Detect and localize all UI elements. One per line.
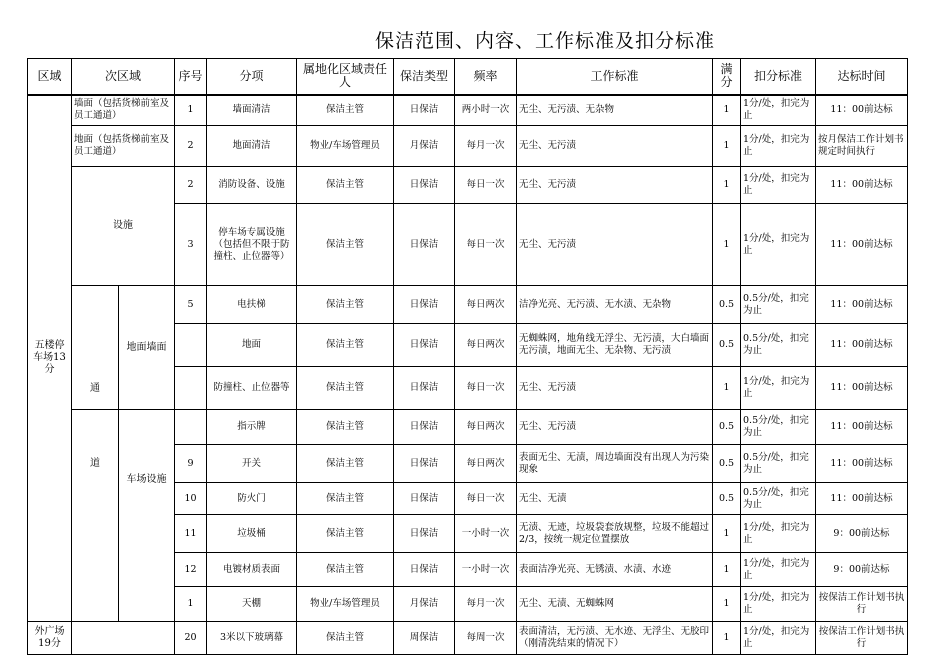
standard-cell: 表面清洁，无污渍、无水迹、无浮尘、无胶印（刚清洗结束的情况下）	[517, 622, 713, 655]
owner-cell: 保洁主管	[297, 410, 394, 445]
score-cell: 1	[713, 553, 741, 587]
seq-cell	[175, 324, 207, 367]
table-row	[28, 622, 908, 655]
deadline-cell: 11：00前达标	[816, 367, 908, 410]
frequency-cell: 每月一次	[455, 126, 517, 167]
deadline-cell: 11：00前达标	[816, 324, 908, 367]
item-cell: 电镀材质表面	[207, 553, 297, 587]
owner-cell: 保洁主管	[297, 204, 394, 286]
deduction-cell: 1分/处，扣完为止	[741, 204, 816, 286]
deduction-cell: 1分/处，扣完为止	[741, 367, 816, 410]
score-cell: 0.5	[713, 286, 741, 324]
deduction-cell: 0.5分/处，扣完为止	[741, 445, 816, 483]
standard-cell: 无尘、无污渍	[517, 367, 713, 410]
deduction-cell: 0.5分/处，扣完为止	[741, 483, 816, 515]
frequency-cell: 每月一次	[455, 587, 517, 622]
seq-cell: 3	[175, 204, 207, 286]
type-cell: 日保洁	[394, 515, 455, 553]
header-sub-region: 次区域	[72, 59, 175, 95]
seq-cell: 5	[175, 286, 207, 324]
item-cell: 电扶梯	[207, 286, 297, 324]
deduction-cell: 0.5分/处，扣完为止	[741, 410, 816, 445]
page-title-text: 保洁范围、内容、工作标准及扣分标准	[375, 30, 716, 52]
standard-cell: 无尘、无污渍	[517, 204, 713, 286]
deadline-cell: 11：00前达标	[816, 286, 908, 324]
standard-cell: 无蜘蛛网，地角线无浮尘、无污渍，大白墙面无污渍，地面无尘、无杂物、无污渍	[517, 324, 713, 367]
ground-wall-group-cell: 地面墙面	[119, 286, 175, 410]
deduction-cell: 1分/处，扣完为止	[741, 587, 816, 622]
type-cell: 周保洁	[394, 622, 455, 655]
seq-cell: 10	[175, 483, 207, 515]
header-item: 分项	[207, 59, 297, 95]
item-cell: 停车场专属设施（包括但不限于防撞柱、止位器等）	[207, 204, 297, 286]
standard-cell: 表面无尘、无渍，周边墙面没有出现人为污染现象	[517, 445, 713, 483]
type-cell: 月保洁	[394, 126, 455, 167]
header-region: 区域	[28, 59, 72, 95]
seq-cell: 20	[175, 622, 207, 655]
seq-cell: 1	[175, 587, 207, 622]
header-frequency: 频率	[455, 59, 517, 95]
owner-cell: 保洁主管	[297, 445, 394, 483]
item-cell: 垃圾桶	[207, 515, 297, 553]
deduction-cell: 1分/处，扣完为止	[741, 95, 816, 126]
frequency-cell: 一小时一次	[455, 553, 517, 587]
item-cell: 墙面清洁	[207, 95, 297, 126]
standard-cell: 无尘、无渍	[517, 483, 713, 515]
table-row	[28, 95, 908, 126]
deduction-cell: 0.5分/处，扣完为止	[741, 286, 816, 324]
type-cell: 日保洁	[394, 204, 455, 286]
standard-cell: 无尘、无渍、无蜘蛛网	[517, 587, 713, 622]
score-cell: 1	[713, 204, 741, 286]
frequency-cell: 每日一次	[455, 483, 517, 515]
seq-cell	[175, 410, 207, 445]
owner-cell: 保洁主管	[297, 324, 394, 367]
standard-cell: 表面洁净光亮、无锈渍、水渍、水迹	[517, 553, 713, 587]
type-cell: 日保洁	[394, 553, 455, 587]
type-cell: 日保洁	[394, 167, 455, 204]
frequency-cell: 每日两次	[455, 324, 517, 367]
table-row	[28, 410, 908, 445]
lot-facility-group-cell: 车场设施	[119, 410, 175, 622]
owner-cell: 保洁主管	[297, 483, 394, 515]
deadline-cell: 11：00前达标	[816, 445, 908, 483]
sub-region-cell: 墙面（包括货梯前室及员工通道）	[72, 95, 175, 126]
deadline-cell: 9：00前达标	[816, 515, 908, 553]
type-cell: 日保洁	[394, 483, 455, 515]
deduction-cell: 1分/处，扣完为止	[741, 553, 816, 587]
deadline-cell: 按保洁工作计划书执行	[816, 587, 908, 622]
type-cell: 日保洁	[394, 410, 455, 445]
header-seq: 序号	[175, 59, 207, 95]
owner-cell: 保洁主管	[297, 167, 394, 204]
deduction-cell: 1分/处，扣完为止	[741, 622, 816, 655]
region-cell: 五楼停车场13分	[28, 95, 72, 622]
score-cell: 1	[713, 367, 741, 410]
header-row	[28, 59, 908, 95]
standard-cell: 无尘、无污渍	[517, 167, 713, 204]
deadline-cell: 11：00前达标	[816, 167, 908, 204]
page-title	[0, 18, 950, 58]
type-cell: 月保洁	[394, 587, 455, 622]
item-cell: 天棚	[207, 587, 297, 622]
item-cell: 防火门	[207, 483, 297, 515]
seq-cell: 9	[175, 445, 207, 483]
owner-cell: 保洁主管	[297, 515, 394, 553]
header-standard: 工作标准	[517, 59, 713, 95]
score-cell: 1	[713, 515, 741, 553]
header-owner: 属地化区域责任人	[297, 59, 394, 95]
table-row	[28, 126, 908, 167]
standard-cell: 无尘、无污渍	[517, 126, 713, 167]
seq-cell: 12	[175, 553, 207, 587]
deadline-cell: 11：00前达标	[816, 95, 908, 126]
type-cell: 日保洁	[394, 95, 455, 126]
score-cell: 0.5	[713, 410, 741, 445]
owner-cell: 物业/车场管理员	[297, 126, 394, 167]
deadline-cell: 11：00前达标	[816, 410, 908, 445]
owner-cell: 保洁主管	[297, 367, 394, 410]
score-cell: 1	[713, 126, 741, 167]
item-cell: 防撞柱、止位器等	[207, 367, 297, 410]
standard-cell: 无渍、无迹，垃圾袋套放规整，垃圾不能超过2/3，按统一规定位置摆放	[517, 515, 713, 553]
deduction-cell: 1分/处，扣完为止	[741, 515, 816, 553]
score-cell: 1	[713, 622, 741, 655]
owner-cell: 物业/车场管理员	[297, 587, 394, 622]
standard-cell: 无尘、无污渍	[517, 410, 713, 445]
frequency-cell: 每周一次	[455, 622, 517, 655]
deduction-cell: 1分/处，扣完为止	[741, 167, 816, 204]
item-cell: 地面	[207, 324, 297, 367]
seq-cell: 11	[175, 515, 207, 553]
frequency-cell: 每日两次	[455, 410, 517, 445]
item-cell: 指示牌	[207, 410, 297, 445]
item-cell: 开关	[207, 445, 297, 483]
header-deduction: 扣分标准	[741, 59, 816, 95]
frequency-cell: 每日一次	[455, 204, 517, 286]
seq-cell: 2	[175, 167, 207, 204]
deadline-cell: 11：00前达标	[816, 204, 908, 286]
type-cell: 日保洁	[394, 445, 455, 483]
score-cell: 1	[713, 95, 741, 126]
type-cell: 日保洁	[394, 286, 455, 324]
deadline-cell: 9：00前达标	[816, 553, 908, 587]
deadline-cell: 11：00前达标	[816, 483, 908, 515]
deduction-cell: 1分/处，扣完为止	[741, 126, 816, 167]
seq-cell: 2	[175, 126, 207, 167]
frequency-cell: 每日两次	[455, 445, 517, 483]
header-full-score: 满分	[713, 59, 741, 95]
score-cell: 1	[713, 587, 741, 622]
passage-label-top: 通	[72, 286, 119, 410]
header-deadline: 达标时间	[816, 59, 908, 95]
deadline-cell: 按月保洁工作计划书规定时间执行	[816, 126, 908, 167]
frequency-cell: 两小时一次	[455, 95, 517, 126]
frequency-cell: 每日一次	[455, 167, 517, 204]
frequency-cell: 一小时一次	[455, 515, 517, 553]
region-cell: 外广场19分	[28, 622, 72, 655]
standard-cell: 洁净光亮、无污渍、无水渍、无杂物	[517, 286, 713, 324]
score-cell: 0.5	[713, 445, 741, 483]
passage-label-bottom: 道	[72, 410, 119, 622]
frequency-cell: 每日一次	[455, 367, 517, 410]
header-type: 保洁类型	[394, 59, 455, 95]
sub-region-cell	[72, 622, 175, 655]
type-cell: 日保洁	[394, 324, 455, 367]
score-cell: 0.5	[713, 483, 741, 515]
score-cell: 0.5	[713, 324, 741, 367]
owner-cell: 保洁主管	[297, 95, 394, 126]
owner-cell: 保洁主管	[297, 622, 394, 655]
score-cell: 1	[713, 167, 741, 204]
deduction-cell: 0.5分/处，扣完为止	[741, 324, 816, 367]
seq-cell: 1	[175, 95, 207, 126]
frequency-cell: 每日两次	[455, 286, 517, 324]
sub-region-cell: 地面（包括货梯前室及员工通道）	[72, 126, 175, 167]
facility-group-cell: 设施	[72, 167, 175, 286]
seq-cell	[175, 367, 207, 410]
type-cell: 日保洁	[394, 367, 455, 410]
owner-cell: 保洁主管	[297, 553, 394, 587]
item-cell: 地面清洁	[207, 126, 297, 167]
standard-cell: 无尘、无污渍、无杂物	[517, 95, 713, 126]
item-cell: 3米以下玻璃幕	[207, 622, 297, 655]
item-cell: 消防设备、设施	[207, 167, 297, 204]
table-row	[28, 167, 908, 204]
deadline-cell: 按保洁工作计划书执行	[816, 622, 908, 655]
owner-cell: 保洁主管	[297, 286, 394, 324]
table-row	[28, 286, 908, 324]
standards-table	[27, 58, 908, 655]
